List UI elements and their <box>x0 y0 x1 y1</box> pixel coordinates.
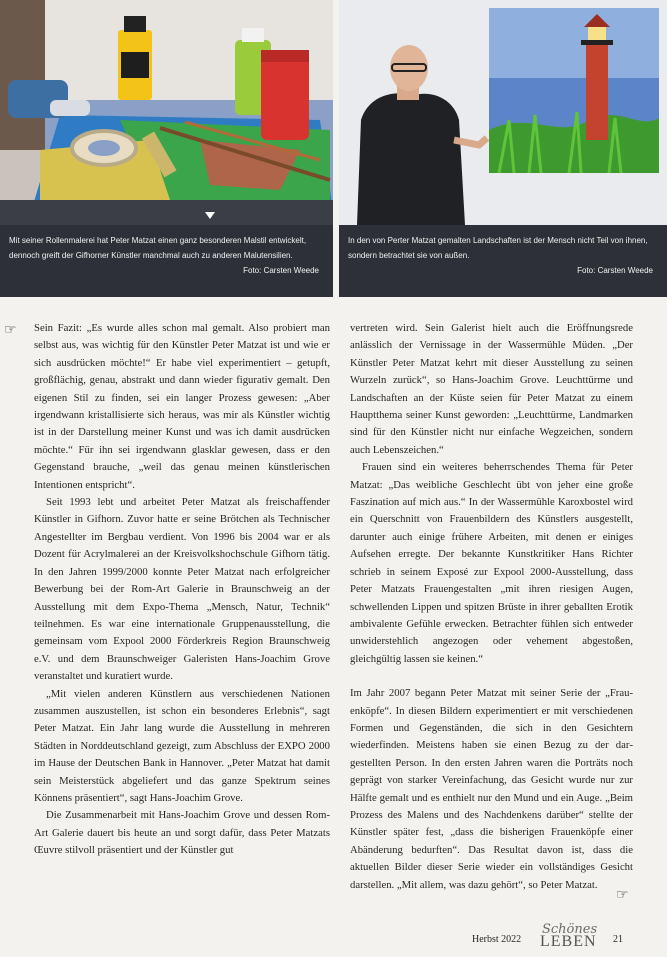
article-column-right <box>350 320 633 894</box>
magazine-logo-caps: LEBEN <box>540 933 597 950</box>
photo-artist-portrait <box>339 0 667 297</box>
article-paragraph: Sein Fazit: „Es wurde alles schon mal gemalt. Also probiert man selbst aus, was wichtig für den Künstler Peter Matzat ist und wie er sich ausdrücken möchte!“ Er habe viel experimentiert – getupft, großflächig, genau, abstrakt und dann wieder figurativ gemalt. Den eigenen Stil zu finden, sei ein langer Prozess gewesen: „Aber irgendwann kristallisierte sich heraus, was mir als Künstler wichtig ist in der Darstellung meiner Kunst und was ich damit ausdrücken möchte.“ Für ihn sei irgendwann glasklar gewesen, dass er den Gegenstand brauche, „weil das genau meinen künstlerischen Intentionen entspricht“. <box>34 322 330 491</box>
page-number: 21 <box>613 934 623 945</box>
article-paragraph: Die Zusammenarbeit mit Hans-Joachim Grove und dessen Rom-Art Galerie dauert bis heute an und sorgt dafür, dass Peter Matzats Œuvre stilvoll präsentiert und der Künstler gut <box>34 809 330 857</box>
caption-text: In den von Perter Matzat gemalten Landschaften ist der Mensch nicht Teil von ihnen, sondern betrachtet sie von außen. <box>348 236 648 260</box>
pointing-hand-icon: ☞ <box>4 322 17 338</box>
page-footer <box>0 924 667 954</box>
photo-image-artist <box>339 0 667 225</box>
article-paragraph: vertreten wird. Sein Galerist hielt auch die Eröffnungsrede anlässlich der Vernissage in der Wassermühle Müden. „Der Künstler Peter Matzat kehrt mit dieser Ausstellung zu seinen Wurzeln zurück“, so Hans-Joachim Grove. Leuchttürme und Landschaften an der Küste seien für Peter Matzat zu einem Hauptthema seiner Kunst geworden: „Leuchttürme, Landmarken sind für den Künstler nicht nur einfache Wegzeichen, sondern auch Lebenszeichen.“ <box>350 322 633 456</box>
issue-label: Herbst 2022 <box>472 934 522 945</box>
article-paragraph: Im Jahr 2007 begann Peter Matzat mit seiner Serie der „Frauenköpfe“. In diesen Bildern experimentiert er mit verschiedenen Formen und Gegenständen, die sich in den Gesichtern wiederfinden. Meistens haben sie einen Bezug zu der dargestellten Person. In den ersten Jahren waren die Porträts noch geprägt von starker Vereinfachung, das Gesicht wurde nur zur Hälfte gemalt und es enthielt nur den Mund und ein Auge. „Beim Prozess des Malens und des Nachdenkens darüber“ stellte der Künstler später fest, „dass die bisherigen Frauenköpfe einer Abänderung bedurften“. Das Resultat davon ist, dass die aktuellen Bilder dieser Serie wieder ein vollständiges Gesicht darstellen. „Mit allem, was dazu gehört“, so Peter Matzat. <box>350 687 633 891</box>
magazine-logo <box>536 924 606 952</box>
article-paragraph: „Mit vielen anderen Künstlern aus verschiedenen Nationen zusammen auszustellen, ist schon ein besonderes Erlebnis“, sagt Peter Matzat. Ein Jahr lang wurde die Ausstellung in mehreren Städten in Norddeutschland gezeigt, zum Abschluss der EXPO 2000 im Hause der Deutschen Bank in Hannover. „Peter Matzat hat damit sein Meisterstück abgeliefert und das ganze Spektrum seines Könnens präsentiert“, sagt Hans-Joachim Grove. <box>34 687 330 804</box>
photo-painting-tools <box>0 0 333 297</box>
photo-caption-left <box>0 225 333 297</box>
photo-caption-right <box>339 225 667 297</box>
pointing-hand-icon: ☞ <box>616 887 629 903</box>
photo-credit: Foto: Carsten Weede <box>577 266 653 275</box>
article-column-left <box>34 320 330 860</box>
photo-image-tools <box>0 0 333 225</box>
article-paragraph: Seit 1993 lebt und arbeitet Peter Matzat als freischaffender Künstler in Gifhorn. Zuvor hatte er seine Brötchen als Technischer Angestellter im Bergbau verdient. Von 1996 bis 2004 war er als Dozent für Acrylmalerei an der Kreisvolkshochschule Gifhorn tätig. In den Jahren 1999/2000 konnte Peter Matzat nach erfolgreicher Bewerbung bei der Rom-Art Galerie in Braunschweig an der Ausstellung mit dem Expo-Thema „Mensch, Natur, Technik“ teilnehmen. Es war eine internationale Gruppenausstellung, die gemeinsam vom Expool 2000 Förderkreis Region Braunschweig e.V. und dem Braunschweiger Galeristen Hans-Joachim Grove veranstaltet und kuratiert wurde. <box>34 496 330 683</box>
photo-credit: Foto: Carsten Weede <box>243 266 319 275</box>
magazine-logo-script: Schönes <box>542 922 598 937</box>
article-paragraph: Frauen sind ein weiteres beherrschendes Thema für Peter Matzat: „Das weibliche Geschlecht übt von jeher eine große Faszination auf mich aus.“ In der Wassermühle Karoxbostel wird ein Querschnitt von Frauenbildern des Künstlers ausgestellt, darunter auch einige frühere Arbeiten, mit denen er einiges Aufsehen erregte. Der bekannte Kunstkritiker Hans Richter schrieb in seinem Exposé zur Expool 2000-Ausstellung, dass Peter Matzats Frauengestalten „mit ihren riesigen Augen, schwellenden Lippen und spitzen Brüste in ihrer geballten Erotik ambivalente Gefühle erwecken. Betrachter fühlen sich entweder unwiderstehlich angezogen oder vehement abgestoßen, gleichgültig lassen sie keinen.“ <box>350 461 633 665</box>
caption-text: Mit seiner Rollenmalerei hat Peter Matzat einen ganz besonderen Malstil entwickelt, dennoch greift der Gifhorner Künstler manchmal auch zu anderen Malutensilien. <box>9 236 307 260</box>
